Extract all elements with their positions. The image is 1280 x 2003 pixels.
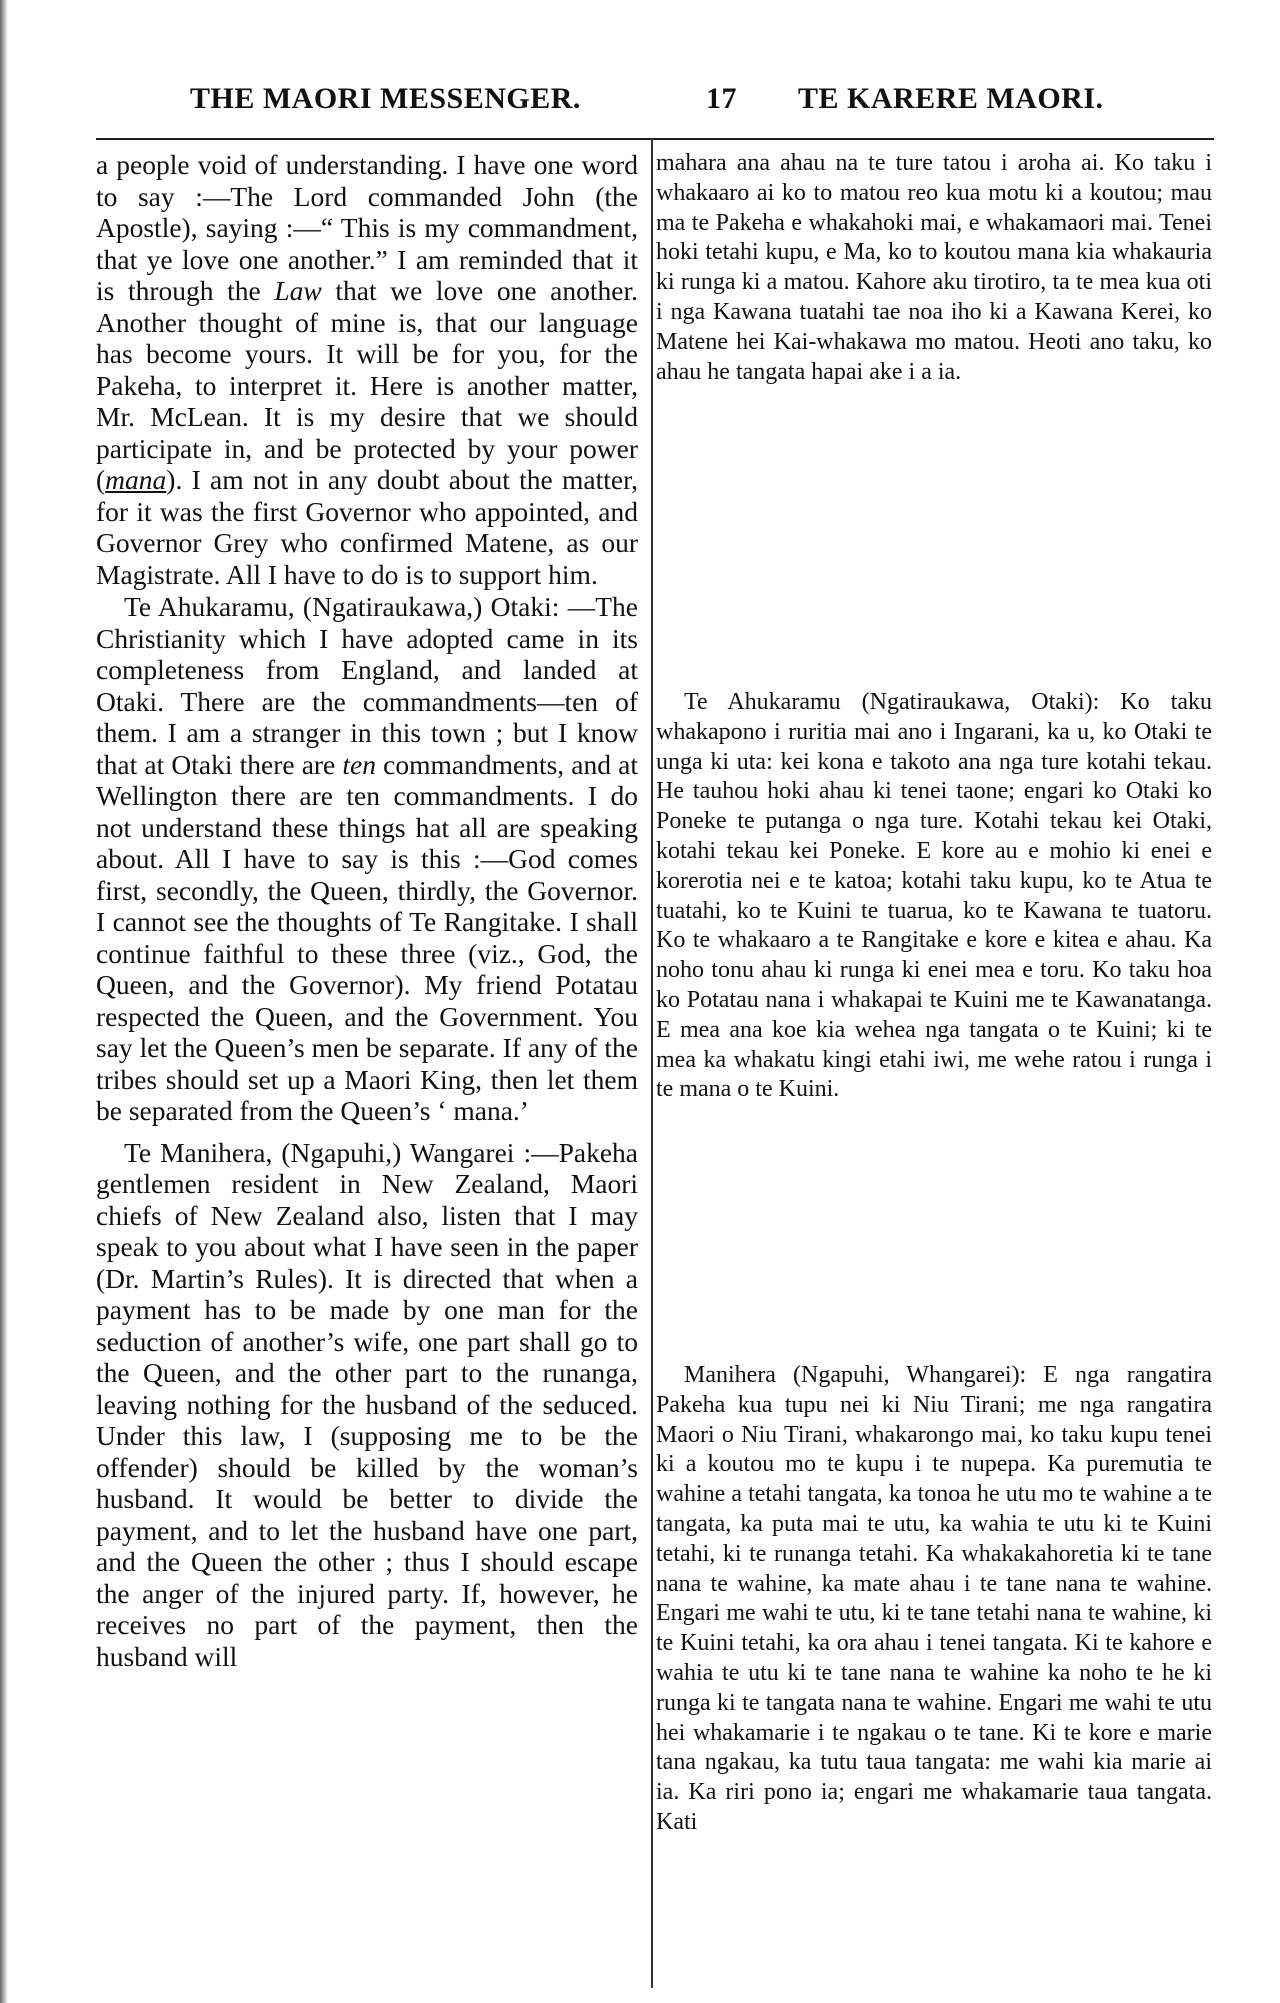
text-run: a people void of understanding. I have one word to say :—The Lord commanded John (the Apostle), saying :—“ This is my commandment, that ye love one another.” I am reminded that it is through the [96, 149, 638, 306]
maori-paragraph-continuation: mahara ana ahau na te ture tatou i aroha ai. Ko taku i whakaaro ai ko to matou reo kua motu ki a koutou; mau ma te Pakeha e whakahoki mai, e whakamaori mai. Tenei hoki tetahi kupu, e Ma, ko to koutou mana kia whakauria ki runga ki a matou. Kahore aku tirotiro, ta te mea kua oti i nga Kawana tuatahi tae noa iho ki a Kawana Kerei, ko Matene hei Kai-whakawa mo matou. Heoti ano taku, ko ahau he tangata hapai ake i a ia. [656, 150, 1212, 385]
emphasis-ten: ten [342, 748, 377, 780]
page-header [100, 82, 1210, 128]
header-english-title: THE MAORI MESSENGER. [190, 82, 581, 115]
column-divider [651, 138, 653, 1988]
emphasis-mana: mana [105, 464, 167, 495]
maori-column-section-3 [656, 1361, 1212, 1838]
maori-column-section-2 [656, 688, 1212, 1105]
text-run: that we love one another. Another thought of mine is, that our language has become yours. It will be for you, for the Pakeha, to interpret it. Here is another matter, Mr. McLean. It is my desire that we should participate in, and be protected by your power ( [96, 275, 638, 495]
maori-paragraph-ahukaramu: Te Ahukaramu (Ngatiraukawa, Otaki): Ko taku whakapono i ruritia mai ano i Ingarani, ka u, ko Otaki te unga ki uta: kei kona e takoto ana nga ture kotahi tekau. He tauhou hoki ahau ki tenei taone; engari ko Otaki ko Poneke te putanga o nga ture. Kotahi tekau kei Otaki, kotahi tekau kei Poneke. E kore au e mohio ki enei e korerotia nei e te katoa; kotahi taku kupu, ko te Atua te tuatahi, ko te Kuini te tuarua, ko te Kawana te tuatoru. Ko te whakaaro a te Rangitake e kore e kitea e ahau. Ka noho tonu ahau ki runga ki enei mea e toru. Ko taku hoa ko Potatau nana i whakapai te Kuini me te Kawanatanga. E mea ana koe kia wehea nga tangata o te Kuini; ki te mea ka whakatu kingi etahi iwi, me wehe ratou i runga i te mana o te Kuini. [656, 689, 1212, 1103]
emphasis-law: Law [274, 275, 322, 306]
maori-column-section-1 [656, 149, 1212, 387]
text-run: commandments, and at Wellington there are ten commandments. I do not understand these things hat all are speaking about. All I have to say is this :—God comes first, secondly, the Queen, thirdly, the Governor. I cannot see the thoughts of Te Rangitake. I shall continue faithful to these three (viz., God, the Queen, and the Governor). My friend Potatau respected the Queen, and the Government. You say let the Queen’s men be separate. If any of the tribes should set up a Maori King, then let them be separated from the Queen’s ‘ mana.’ [96, 748, 638, 1126]
page-number: 17 [706, 82, 737, 115]
text-run: ). I am not in any doubt about the matter, for it was the first Governor who appointed, and Governor Grey who confirmed Matene, as our Magistrate. All I have to do is to support him. [96, 464, 638, 590]
page-binding-edge [0, 0, 8, 2003]
english-paragraph-ahukaramu [96, 591, 638, 1127]
header-maori-title: TE KARERE MAORI. [798, 82, 1104, 115]
english-paragraph-continuation [96, 149, 638, 590]
english-paragraph-manihera: Te Manihera, (Ngapuhi,) Wangarei :—Pakeha gentlemen resident in New Zealand, Maori chiefs of New Zealand also, listen that I may speak to you about what I have seen in the paper (Dr. Martin’s Rules). It is directed that when a payment has to be made by one man for the seduction of another’s wife, one part shall go to the Queen, and the other part to the runanga, leaving nothing for the husband of the seduced. Under this law, I (supposing me to be the offender) should be killed by the woman’s husband. It would be better to divide the payment, and to let the husband have one part, and the Queen the other ; thus I should escape the anger of the injured party. If, however, he receives no part of the payment, then the husband will [96, 1136, 638, 1672]
header-rule [96, 138, 1214, 140]
maori-paragraph-manihera: Manihera (Ngapuhi, Whangarei): E nga rangatira Pakeha kua tupu nei ki Niu Tirani; me nga rangatira Maori o Niu Tirani, whakarongo mai, ko taku kupu tenei ki a koutou mo te kupu i te nupepa. Ka puremutia te wahine a tetahi tangata, ka tonoa he utu mo te wahine a te tangata, ka puta mai te utu, ka wahia te utu ki te Kuini tetahi, ki te runanga tetahi. Ka whakakahoretia ki te tane nana te wahine, ka mate ahau i te tane nana te wahine. Engari me wahi te utu, ki te tane tetahi nana te wahine, ki te Kuini tetahi, ka ora ahau i tenei tangata. Ki te kahore e wahia te utu ki te tane nana te wahine ka noho te he ki runga ki te tangata nana te wahine. Engari me wahi te utu hei whakamarie i te ngakau o te tane. Ki te kore e marie tana ngakau, ka tutu taua tangata: me wahi kia marie ai ia. Ka riri pono ia; engari me whakamarie taua tangata. Kati [656, 1362, 1212, 1835]
english-column [96, 149, 638, 1672]
text-run: Te Ahukaramu, (Ngatiraukawa,) Otaki: —The Christianity which I have adopted came in its completeness from England, and landed at Otaki. There are the commandments—ten of them. I am a stranger in this town ; but I know that at Otaki there are [96, 591, 638, 780]
